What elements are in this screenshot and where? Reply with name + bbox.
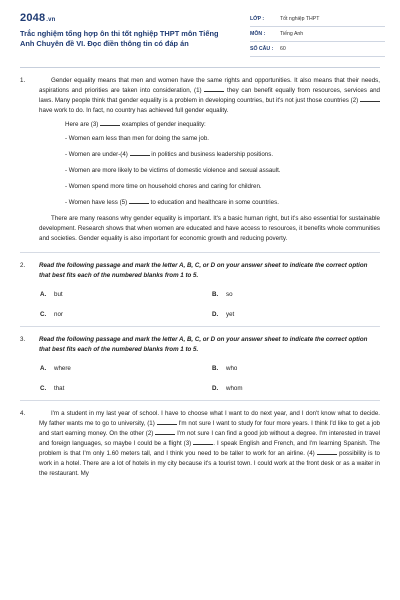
logo-domain: .vn xyxy=(46,17,56,23)
meta-count-value: 60 xyxy=(280,46,286,52)
question-4 xyxy=(20,409,380,480)
logo-text: 2048 xyxy=(20,12,46,24)
passage-text: I'm not sure I can find a good job without a degree. I'm interested in travel and foreign languages, so maybe I could be a flight (3) xyxy=(39,429,380,447)
document-title: Trắc nghiệm tổng hợp ôn thi tốt nghiệp THPT môn Tiếng Anh Chuyên đề VI. Đọc điền thông tin có đáp án xyxy=(20,29,219,48)
blank-2 xyxy=(155,430,175,435)
option-d[interactable] xyxy=(212,310,381,320)
blank-4 xyxy=(130,151,150,156)
option-letter: D. xyxy=(212,385,219,393)
question-3 xyxy=(20,335,380,394)
meta-count-row xyxy=(250,42,385,57)
meta-subject-label: MÔN : xyxy=(250,31,266,37)
list-item-text: - Women are under-(4) xyxy=(65,150,128,158)
list-item: - Women spend more time on household chores and caring for children. xyxy=(65,182,262,190)
option-a[interactable] xyxy=(40,290,212,300)
option-text: but xyxy=(54,291,63,299)
option-text: so xyxy=(226,291,233,299)
option-text: whom xyxy=(226,385,243,393)
meta-count-label: SỐ CÂU : xyxy=(250,46,274,52)
document-meta xyxy=(250,12,385,57)
meta-subject-value: Tiếng Anh xyxy=(280,31,304,37)
question-body xyxy=(39,409,380,480)
option-a[interactable] xyxy=(40,364,212,374)
list-lead xyxy=(65,120,380,130)
blank-1 xyxy=(204,87,224,92)
option-text: nor xyxy=(54,311,63,319)
list-item-text: to education and healthcare in some countries. xyxy=(150,199,279,207)
passage-paragraph xyxy=(39,76,380,116)
option-text: yet xyxy=(226,311,235,319)
option-text: that xyxy=(54,385,65,393)
question-number: 3. xyxy=(20,335,26,343)
meta-class-row xyxy=(250,12,385,27)
question-number: 1. xyxy=(20,77,26,84)
question-body xyxy=(39,335,380,394)
question-body xyxy=(39,261,380,320)
meta-subject-row xyxy=(250,27,385,42)
passage-text: . I speak English and French, and I'm learning Spanish. The problem is that I'm only 1.60 meters tall, and I think you need to be taller to work for an airline. (4) xyxy=(39,439,380,457)
option-letter: A. xyxy=(40,365,47,373)
passage-text: they can benefit equally from resources, services and laws. Many people think that gender equality is a problem in developing countries, but it's not just those countries (2) xyxy=(39,86,380,104)
option-d[interactable] xyxy=(212,384,381,394)
passage-text: Gender equality means that men and women have the same rights and opportunities. It also means that their needs, aspirations and priorities are taken into consideration, (1) xyxy=(39,77,380,94)
option-b[interactable] xyxy=(212,290,381,300)
passage-text: I'm a student in my last year of school. I have to choose what I want to do next year, and I don't know what to decide. My father wants me to go to university, (1) xyxy=(39,410,380,427)
question-divider xyxy=(20,252,380,253)
list-item: - Women are more likely to be victims of domestic violence and sexual assault. xyxy=(65,166,281,174)
option-c[interactable] xyxy=(40,310,212,320)
meta-class-label: LỚP : xyxy=(250,16,265,22)
blank-4 xyxy=(317,450,337,455)
question-number: 4. xyxy=(20,410,26,418)
question-2 xyxy=(20,261,380,320)
passage-paragraph xyxy=(39,409,380,478)
option-letter: B. xyxy=(212,365,219,373)
list-lead-text: Here are (3) xyxy=(65,120,99,128)
question-number: 2. xyxy=(20,261,26,269)
question-body xyxy=(39,76,380,246)
passage-text: have work to do. In fact, no country has achieved full gender equality. xyxy=(39,106,229,114)
option-letter: C. xyxy=(40,311,47,319)
option-letter: B. xyxy=(212,291,219,299)
blank-2 xyxy=(360,97,380,102)
option-b[interactable] xyxy=(212,364,381,374)
blank-3 xyxy=(193,440,213,445)
question-instruction: Read the following passage and mark the letter A, B, C, or D on your answer sheet to indicate the correct option that best fits each of the numbered blanks from 1 to 5. xyxy=(39,261,368,279)
question-divider xyxy=(20,400,380,401)
question-list xyxy=(20,76,380,481)
option-letter: C. xyxy=(40,385,47,393)
question-divider xyxy=(20,326,380,327)
list-item xyxy=(65,198,380,208)
list-item-text: in politics and business leadership positions. xyxy=(151,150,274,158)
answer-options xyxy=(39,364,380,394)
option-letter: D. xyxy=(212,311,219,319)
list-item-text: - Women have less (5) xyxy=(65,199,128,207)
blank-1 xyxy=(157,420,177,425)
blank-5 xyxy=(129,199,149,204)
option-letter: A. xyxy=(40,291,47,299)
question-instruction: Read the following passage and mark the letter A, B, C, or D on your answer sheet to indicate the correct option that best fits each of the numbered blanks from 1 to 5. xyxy=(39,335,368,353)
list-item xyxy=(65,150,380,160)
option-text: who xyxy=(226,365,238,373)
blank-3 xyxy=(100,121,120,126)
question-1 xyxy=(20,76,380,246)
passage-text: I'm not sure I want to study for four more years. I think I'd like to get a job and start earning money. On the other (2) xyxy=(39,419,380,437)
inequality-list xyxy=(39,120,380,208)
option-text: where xyxy=(54,365,71,373)
header-divider xyxy=(20,67,380,68)
answer-options xyxy=(39,290,380,320)
meta-class-value: Tốt nghiệp THPT xyxy=(280,16,320,22)
option-c[interactable] xyxy=(40,384,212,394)
passage-text: possibility is to work in a hotel. There are a lot of hotels in my city because it's a tourist town. I could work at the front desk or as a waiter in the restaurant. My xyxy=(39,449,380,477)
list-item: - Women earn less than men for doing the same job. xyxy=(65,134,209,142)
list-lead-text: examples of gender inequality: xyxy=(121,120,206,128)
passage-paragraph: There are many reasons why gender equality is important. It's a basic human right, but it's also essential for sustainable development. Research shows that when women are educated and have access to resources, it benefits whole communities and societies. Gender equality is also important for economic growth and reducing poverty. xyxy=(39,215,380,242)
